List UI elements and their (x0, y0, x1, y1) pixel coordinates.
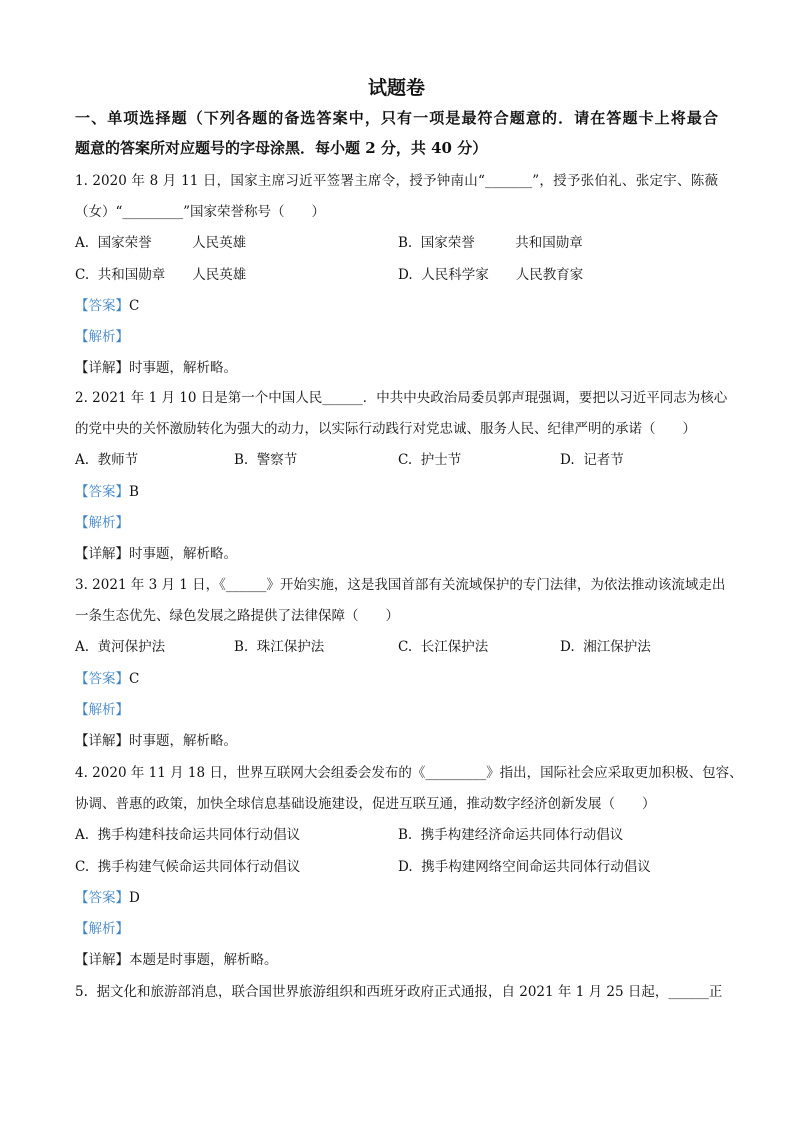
answer-option: D. 携手构建网络空间命运共同体行动倡议 (398, 858, 651, 875)
detail-line (75, 950, 718, 970)
answer-option: B. 珠江保护法 (234, 639, 325, 656)
detail-label: 【详解】 (75, 546, 129, 562)
answer-option: C. 携手构建气候命运共同体行动倡议 (75, 858, 301, 875)
answer-option: A. 教师节 (75, 452, 139, 469)
question-text-line: 一条生态优先、绿色发展之路提供了法律保障（ ） (75, 608, 399, 625)
detail-text: 本题是时事题，解析略。 (129, 952, 278, 969)
detail-line (75, 358, 718, 378)
question-text-line: （女）“_________”国家荣誉称号（ ） (75, 204, 326, 221)
answer-line (75, 669, 718, 689)
detail-label: 【详解】 (75, 733, 129, 749)
answer-value: C (129, 670, 140, 687)
analysis-label: 【解析】 (75, 701, 129, 718)
answer-line (75, 482, 718, 502)
answer-value: D (129, 889, 140, 906)
answer-option: A. 国家荣誉 人民英雄 (75, 235, 247, 252)
answer-option: A. 黄河保护法 (75, 639, 166, 656)
analysis-label: 【解析】 (75, 329, 129, 345)
answer-label: 【答案】 (75, 670, 129, 687)
answer-option: B. 国家荣誉 共和国勋章 (398, 235, 583, 252)
page-title: 试题卷 (367, 77, 425, 99)
answer-option: D. 湘江保护法 (560, 639, 651, 656)
answer-option: B. 警察节 (234, 452, 298, 469)
detail-label: 【详解】 (75, 360, 129, 377)
answer-label: 【答案】 (75, 483, 129, 500)
answer-option: C. 长江保护法 (398, 639, 489, 656)
analysis-label: 【解析】 (75, 514, 129, 531)
answer-value: C (129, 297, 140, 314)
answer-option: D. 人民科学家 人民教育家 (398, 266, 584, 283)
analysis-label: 【解析】 (75, 921, 129, 937)
answer-option: C. 护士节 (398, 452, 462, 469)
answer-value: B (129, 483, 139, 500)
question-text-line: 5. 据文化和旅游部消息，联合国世界旅游组织和西班牙政府正式通报，自 2021 年 1 月 25 日起，______正 (75, 984, 723, 1000)
detail-label: 【详解】 (75, 952, 129, 969)
question-text-line: 的党中央的关怀激励转化为强大的动力，以实际行动践行对党忠诚、服务人民、纪律严明的承诺（ ） (75, 421, 696, 438)
answer-option: D. 记者节 (560, 452, 624, 469)
section-heading-line-1: 一、单项选择题（下列各题的备选答案中，只有一项是最符合题意的．请在答题卡上将最合 (75, 109, 718, 127)
section-heading-line-2: 题意的答案所对应题号的字母涂黑．每小题 2 分，共 40 分） (75, 139, 488, 157)
question-text-line: 4. 2020 年 11 月 18 日，世界互联网大会组委会发布的《_________》指出，国际社会应采取更加积极、包容、 (75, 765, 743, 781)
detail-text: 时事题，解析略。 (129, 360, 237, 377)
detail-text: 时事题，解析略。 (129, 546, 237, 562)
question-text-line: 协调、普惠的政策，加快全球信息基础设施建设，促进互联互通，推动数字经济创新发展（ ） (75, 796, 656, 813)
answer-label: 【答案】 (75, 297, 129, 314)
answer-line (75, 888, 718, 908)
detail-line (75, 731, 718, 751)
answer-option: A. 携手构建科技命运共同体行动倡议 (75, 827, 301, 844)
answer-option: C. 共和国勋章 人民英雄 (75, 266, 247, 283)
detail-line (75, 544, 718, 564)
question-text-line: 3. 2021 年 3 月 1 日，《______》开始实施，这是我国首部有关流域保护的专门法律，为依法推动该流域走出 (75, 577, 726, 593)
question-text-line: 2. 2021 年 1 月 10 日是第一个中国人民______．中共中央政治局委员郭声琨强调，要把以习近平同志为核心 (75, 390, 728, 406)
answer-option: B. 携手构建经济命运共同体行动倡议 (398, 827, 624, 844)
answer-line (75, 296, 718, 316)
question-text-line: 1. 2020 年 8 月 11 日，国家主席习近平签署主席令，授予钟南山“_______”，授予张伯礼、张定宇、陈薇 (75, 173, 718, 189)
answer-label: 【答案】 (75, 889, 129, 906)
detail-text: 时事题，解析略。 (129, 733, 237, 749)
